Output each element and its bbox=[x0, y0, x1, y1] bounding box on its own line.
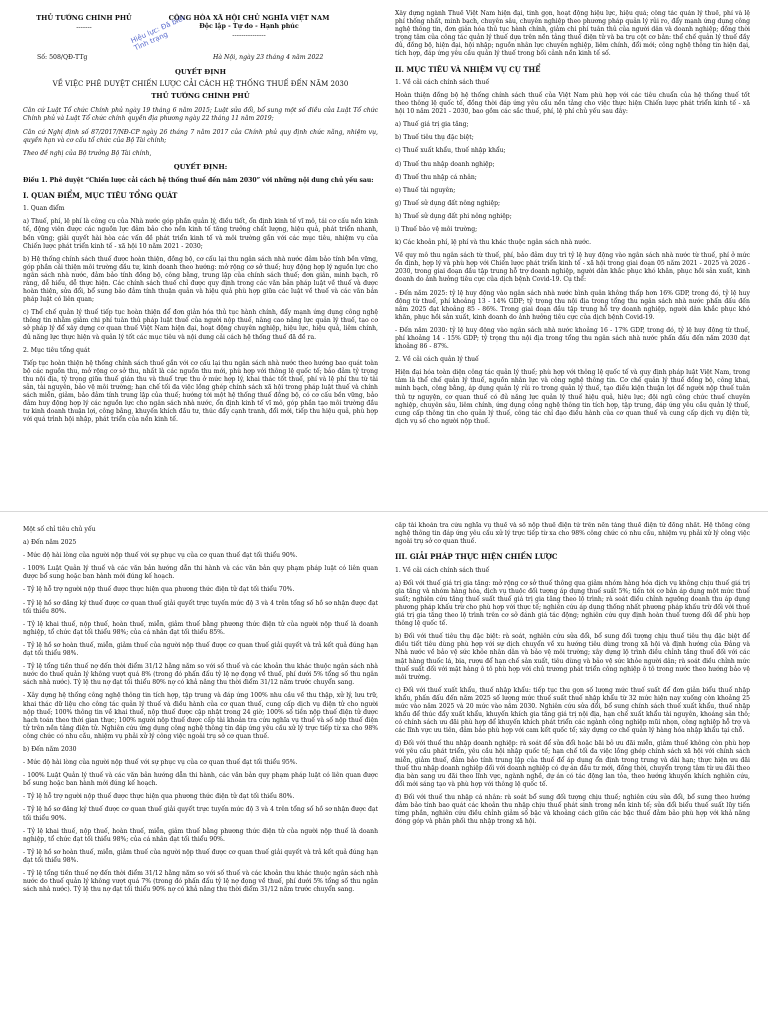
indicator-2025: - Xây dựng hệ thống công nghệ thông tin tích hợp, tập trung và đáp ứng 100% nhu cầu về thu thập, xử lý, lưu trữ, khai thác dữ liệu cho công tác quản lý thuế và điều hành của cơ quan thuế, cung cấp dịch vụ điện tử cho người nộp thuế; 100% thông tin về khai thuế, nộp thuế được cập nhật trong 24 giờ; 100% số tiền nộp thuế điện tử được hạch toán theo thời gian thực; 100% người nộp thuế được cấp tài khoản tra cứu nghĩa vụ thuế và số nộp thuế điện tử trên nền tảng điện tử. Nghiên cứu ứng dụng công nghệ thông tin đáp ứng yêu cầu xử lý trực tiếp từ xa cho 98% công chức có nhu cầu, nhiệm vụ phải xử lý công việc ngoài trụ sở cơ quan thuế. bbox=[23, 692, 378, 740]
decision-subject: VỀ VIỆC PHÊ DUYỆT CHIẾN LƯỢC CẢI CÁCH HỆ THỐNG THUẾ ĐẾN NĂM 2030 bbox=[52, 80, 349, 89]
indicator-2030: - Mức độ hài lòng của người nộp thuế với sự phục vụ của cơ quan thuế đạt tối thiểu 95%. bbox=[23, 759, 298, 767]
page-2-right-column bbox=[395, 522, 750, 1014]
section-2-heading: II. MỤC TIÊU VÀ NHIỆM VỤ CỤ THỂ bbox=[395, 64, 541, 74]
section-1-sub-2: 2. Mục tiêu tổng quát bbox=[23, 346, 90, 354]
tax-item: c) Thuế xuất khẩu, thuế nhập khẩu; bbox=[395, 147, 506, 155]
indicator-2025: - Tỷ lệ hồ sơ hoàn thuế, miễn, giảm thuế của người nộp thuế được cơ quan thuế giải quyết và trả kết quả đúng hạn đạt tối thiểu 98%. bbox=[23, 641, 378, 658]
solution-para: b) Đối với thuế tiêu thụ đặc biệt: rà soát, nghiên cứu sửa đổi, bổ sung đối tượng chịu thuế tiêu thụ đặc biệt để điều tiết tiêu dùng phù hợp với sự dịch chuyển về xu hướng tiêu dùng trong xã hội và định hướng của Đảng và Nhà nước về bảo vệ sức khỏe nhân dân và bảo vệ môi trường; xây dựng lộ trình điều chỉnh tăng thuế đối với các mặt hàng thuốc lá, bia, rượu để hạn chế sản xuất, tiêu dùng và bảo vệ sức khỏe người dân; rà soát điều chỉnh mức thuế suất đối với mặt hàng ô tô phù hợp với chủ trương phát triển công nghiệp ô tô trong nước theo hướng bảo vệ môi trường. bbox=[395, 633, 750, 681]
document-header bbox=[23, 10, 378, 66]
right-bottom-intro: cấp tài khoản tra cứu nghĩa vụ thuế và số nộp thuế điện tử trên nền tảng thuế điện tử đồng nhất. Hệ thống công nghệ thông tin đáp ứng yêu cầu xử lý trực tiếp từ xa cho 98% công chức có nhu cầu, nhiệm vụ phải xử lý công việc ngoài trụ sở cơ quan thuế. bbox=[395, 522, 750, 546]
issuer-title: THỦ TƯỚNG CHÍNH PHỦ bbox=[151, 92, 250, 101]
tax-item: k) Các khoản phí, lệ phí và thu khác thuộc ngân sách nhà nước. bbox=[395, 239, 592, 247]
tax-item: e) Thuế tài nguyên; bbox=[395, 186, 456, 194]
org-divider: ------- bbox=[76, 22, 92, 31]
indicator-2025: - Tỷ lệ tổng tiền thuế nợ đến thời điểm 31/12 hằng năm so với số thuế và các khoản thu khác thuộc ngân sách nhà nước do thuế quản lý không vượt quá 8% (trong đó phấn đấu tỷ lệ nợ đọng về thuế, phí dưới 5% tổng số thu ngân sách nhà nước). Tỷ lệ thu nợ đạt tối thiểu 80% nợ có khả năng thu thời điểm 31/12 năm trước chuyển sang. bbox=[23, 663, 378, 687]
page-2-left-column bbox=[23, 522, 378, 1014]
general-goal: Tiếp tục hoàn thiện hệ thống chính sách thuế gắn với cơ cấu lại thu ngân sách nhà nước theo hướng bao quát toàn bộ các nguồn thu, mở rộng cơ sở thu, nhất là các nguồn thu mới, phù hợp với thông lệ quốc tế; bảo đảm tỷ trọng thu nội địa, tỷ trọng giữa thuế gián thu và thuế trực thu ở mức hợp lý, khai thác tốt thuế, phí và lệ phí thu từ tài sản, tài nguyên, bảo vệ môi trường; hạn chế tối đa việc lồng ghép chính sách xã hội trong pháp luật thuế và chính sách miễn, giảm, bảo đảm tính trung lập của thuế; hướng tới một hệ thống thuế đồng bộ, có cơ cấu bền vững, bảo đảm huy động hợp lý các nguồn lực cho ngân sách nhà nước, ổn định kinh tế vĩ mô, góp phần tạo môi trường đầu tư kinh doanh thuận lợi, công bằng, khuyến khích đầu tư, thúc đẩy cạnh tranh, đổi mới, tiếp thu hiệu quả, phù hợp với quá trình hội nhập, phát triển của nền kinh tế. bbox=[23, 359, 378, 424]
nation-name: CỘNG HÒA XÃ HỘI CHỦ NGHĨA VIỆT NAM bbox=[168, 14, 330, 22]
decision-title: QUYẾT ĐỊNH bbox=[174, 68, 227, 76]
page-1-right-column bbox=[395, 10, 750, 502]
section-2-sub-1: 1. Về cải cách chính sách thuế bbox=[395, 78, 490, 86]
page-1-left-column bbox=[23, 10, 378, 502]
tax-item: a) Thuế giá trị gia tăng; bbox=[395, 121, 469, 129]
indicator-2025: - Tỷ lệ khai thuế, nộp thuế, hoàn thuế, miễn, giảm thuế bằng phương thức điện tử của người nộp thuế là doanh nghiệp, tổ chức đạt tối thiểu 98%; của cá nhân đạt tối thiểu 85%. bbox=[23, 620, 378, 636]
viewpoint-a: a) Thuế, phí, lệ phí là công cụ của Nhà nước góp phần quản lý, điều tiết, ổn định kinh tế vĩ mô, tái cơ cấu nền kinh tế, động viên được các nguồn lực đảm bảo cho nền kinh tế tăng trưởng chất lượng, hiệu quả, phát triển nhanh, bền vững; giải quyết hài hòa các vấn đề phát triển kinh tế và môi trường gắn với các mục tiêu, nhiệm vụ của Chiến lược phát triển kinh tế - xã hội 10 năm 2021 - 2030; bbox=[23, 218, 378, 250]
page-sheet-2 bbox=[0, 512, 768, 1024]
indicators-heading: Một số chỉ tiêu chủ yếu bbox=[23, 526, 96, 533]
indicator-2025: - Mức độ hài lòng của người nộp thuế với sự phục vụ của cơ quan thuế đạt tối thiểu 90%. bbox=[23, 552, 298, 560]
indicator-2030: - Tỷ lệ hồ sơ đăng ký thuế được cơ quan thuế giải quyết trực tuyến mức độ 3 và 4 trên tổng số hồ sơ nhận được đạt tối thiểu 90%. bbox=[23, 806, 378, 822]
indicator-2025: - 100% Luật Quản lý thuế và các văn bản hướng dẫn thi hành và các văn bản quy phạm pháp luật có liên quan được bổ sung hoặc ban hành mới đúng kế hoạch. bbox=[23, 565, 378, 581]
solution-para: c) Đối với thuế xuất khẩu, thuế nhập khẩu: tiếp tục thu gọn số lượng mức thuế suất để đơn giản biểu thuế nhập khẩu, phấn đấu đến năm 2025 số lượng mức thuế suất thuế nhập khẩu từ 32 mức hiện nay xuống còn khoảng 25 mức vào năm 2025 và 20 mức vào năm 2030. Nghiên cứu sửa đổi, bổ sung chính sách thuế xuất khẩu, thuế nhập khẩu để thúc đẩy xuất khẩu, khuyến khích gia tăng giá trị nội địa, hạn chế xuất khẩu tài nguyên, khoáng sản thô; có chính sách ưu đãi phù hợp để khuyến khích phát triển các ngành công nghiệp mũi nhọn, công nghiệp hỗ trợ và các lĩnh vực ưu tiên, đảm bảo phù hợp với cam kết quốc tế; xây dựng cơ chế quản lý hàng hóa nhập khẩu tại chỗ. bbox=[395, 686, 750, 735]
section-1-sub-1: 1. Quan điểm bbox=[23, 205, 65, 213]
solution-para: đ) Đối với thuế thu nhập cá nhân: rà soát bổ sung đối tượng chịu thuế; nghiên cứu sửa đổi, bổ sung theo hướng đảm bảo tính bao quát các khoản thu nhập chịu thuế phát sinh trong nền kinh tế; sửa đổi biểu thuế suất lũy tiến từng phần, nghiên cứu điều chỉnh giảm số bậc và khoảng cách giữa các bậc thuế đảm bảo phù hợp với khả năng đóng góp và phân phối thu nhập trong xã hội. bbox=[395, 793, 750, 826]
section-2-sub-2: 2. Về cải cách quản lý thuế bbox=[395, 356, 479, 364]
tax-item: b) Thuế tiêu thụ đặc biệt; bbox=[395, 134, 474, 142]
solution-para: a) Đối với thuế giá trị gia tăng: mở rộng cơ sở thuế thông qua giảm nhóm hàng hóa dịch vụ không chịu thuế giá trị gia tăng và nhóm hàng hóa, dịch vụ thuộc đối tượng áp dụng thuế suất 5%; tiến tới cơ bản áp dụng một mức thuế suất; nghiên cứu tăng thuế suất thuế giá trị gia tăng theo lộ trình; rà soát điều chỉnh ngưỡng doanh thu áp dụng phương pháp khấu trừ cho phù hợp với thực tế; nghiên cứu áp dụng thống nhất phương pháp khấu trừ đối với thuế giá trị gia tăng theo lộ trình trên cơ sở đánh giá tác động; nghiên cứu quy định hoàn thuế tương đối để phù hợp thông lệ quốc tế. bbox=[395, 579, 750, 628]
tax-item: i) Thuế bảo vệ môi trường; bbox=[395, 225, 478, 233]
tax-item: g) Thuế sử dụng đất nông nghiệp; bbox=[395, 199, 501, 207]
org-name: THỦ TƯỚNG CHÍNH PHỦ bbox=[36, 14, 132, 22]
tax-item: d) Thuế thu nhập doanh nghiệp; bbox=[395, 160, 495, 168]
solution-para: d) Đối với thuế thu nhập doanh nghiệp: rà soát để sửa đổi hoặc bãi bỏ ưu đãi miễn, giảm thuế không còn phù hợp với yêu cầu phát triển, yêu cầu hội nhập quốc tế; hạn chế tối đa việc lồng ghép chính sách xã hội với chính sách miễn, giảm thuế, đảm bảo tính trung lập của thuế để áp dụng ổn định trong trung và dài hạn; thực hiện ưu đãi thuế thu nhập doanh nghiệp đối với doanh nghiệp có dự án đầu tư mới, đồng thời, chuyển trọng tâm từ ưu đãi theo địa bàn sang ưu đãi theo lĩnh vực, ngành nghề, dự án có tác động lan tỏa, theo hướng khuyến khích nghiên cứu, đổi mới sáng tạo và phù hợp với thông lệ quốc tế. bbox=[395, 740, 750, 788]
indicator-2025: - Tỷ lệ hỗ trợ người nộp thuế được thực hiện qua phương thức điện tử đạt tối thiểu 70%. bbox=[23, 586, 295, 594]
section-1-heading: I. QUAN ĐIỂM, MỤC TIÊU TỔNG QUÁT bbox=[23, 190, 178, 200]
indicator-2030: - 100% Luật Quản lý thuế và các văn bản hướng dẫn thi hành, các văn bản quy phạm pháp luật có liên quan được bổ sung hoặc ban hành mới đúng kế hoạch. bbox=[23, 772, 378, 788]
decide-heading: QUYẾT ĐỊNH: bbox=[173, 162, 228, 171]
place-date: Hà Nội, ngày 23 tháng 4 năm 2022 bbox=[213, 54, 324, 61]
document-number: Số: 508/QĐ-TTg bbox=[37, 54, 88, 61]
target-2030: - Đến năm 2030: tỷ lệ huy động vào ngân sách nhà nước khoảng 16 - 17% GDP, trong đó, tỷ lệ huy động từ thuế, phí khoảng 14 - 15% GDP; tỷ trọng thu nội địa trong tổng thu ngân sách nhà nước phấn đấu đến năm 2030 đạt khoảng 86 - 87%. bbox=[395, 326, 750, 351]
article-1: Điều 1. Phê duyệt “Chiến lược cải cách hệ thống thuế đến năm 2030” với những nội dung chủ yếu sau: bbox=[23, 176, 374, 184]
indicator-2030: - Tỷ lệ hỗ trợ người nộp thuế được thực hiện qua phương thức điện tử đạt tối thiểu 80%. bbox=[23, 793, 295, 801]
nation-motto: Độc lập - Tự do - Hạnh phúc bbox=[199, 22, 299, 30]
issuing-organization bbox=[29, 14, 139, 32]
indicators-2030-label: b) Đến năm 2030 bbox=[23, 745, 77, 753]
nation-divider: --------------- bbox=[232, 31, 266, 40]
indicator-2025: - Tỷ lệ hồ sơ đăng ký thuế được cơ quan thuế giải quyết trực tuyến mức độ 3 và 4 trên tổng số hồ sơ nhận được đạt tối thiểu 80%. bbox=[23, 599, 378, 615]
tax-item: h) Thuế sử dụng đất phi nông nghiệp; bbox=[395, 212, 512, 220]
preamble-2: Căn cứ Nghị định số 87/2017/NĐ-CP ngày 26 tháng 7 năm 2017 của Chính phủ quy định chức năng, nhiệm vụ, quyền hạn và cơ cấu tổ chức của Bộ Tài chính; bbox=[23, 128, 378, 144]
right-top-intro: Xây dựng ngành Thuế Việt Nam hiện đại, tinh gọn, hoạt động hiệu lực, hiệu quả; công tác quản lý thuế, phí và lệ phí thống nhất, minh bạch, chuyên sâu, chuyên nghiệp theo phương pháp quản lý rủi ro, đẩy mạnh ứng dụng công nghệ thông tin, đơn giản hóa thủ tục hành chính, giảm chi phí tuân thủ của người dân và doanh nghiệp; đồng thời trọng tâm của công tác quản lý thuế dựa trên nền tảng thuế điện tử và ba trụ cột cơ bản: thể chế quản lý thuế đầy đủ, đồng bộ, hiện đại, hội nhập; nguồn nhân lực chuyên nghiệp, liêm chính, đổi mới; công nghệ thông tin hiện đại, tích hợp, đáp ứng yêu cầu quản lý thuế trong bối cảnh nền kinh tế số. bbox=[395, 10, 750, 58]
preamble-3: Theo đề nghị của Bộ trưởng Bộ Tài chính, bbox=[23, 149, 152, 157]
viewpoint-b: b) Hệ thống chính sách thuế được hoàn thiện, đồng bộ, cơ cấu lại thu ngân sách nhà nước đảm bảo tính bền vững, góp phần cải thiện môi trường đầu tư, kinh doanh theo hướng: mở rộng cơ sở thuế; huy động hợp lý nguồn lực cho ngân sách nhà nước, đảm bảo tính đồng bộ, công bằng, trung lập của chính sách thuế; đơn giản, minh bạch, rõ ràng, dễ hiểu, dễ thực hiện. Các chính sách thuế chỉ được quy định trong các văn bản pháp luật về thuế và được hoàn thiện, sửa đổi, bổ sung bảo đảm tính thuận quản và hiệu quả phù hợp giữa các luật về thuế và các văn bản pháp luật có liên quan; bbox=[23, 255, 378, 304]
tax-admin-para: Hiện đại hóa toàn diện công tác quản lý thuế; phù hợp với thông lệ quốc tế và quy định pháp luật Việt Nam, trong tâm là thể chế quản lý thuế, nguồn nhân lực và công nghệ thông tin. Cơ chế quản lý thuế đồng bộ, công khai, minh bạch, công bằng, áp dụng quản lý rủi ro trong quản lý thuế, tạo điều kiện thuận lợi để người nộp thuế tuân thủ tự nguyện, cơ quan thuế có đủ năng lực quản lý thuế hiệu quả, hiệu lực; đội ngũ công chức thuế chuyên nghiệp, chuyên sâu, liêm chính, ứng dụng công nghệ thông tin tích hợp, tập trung, đáp ứng yêu cầu quản lý thuế, cung cấp thông tin cho quản lý thuế, công tác chỉ đạo điều hành của cơ quan thuế và cung cấp dịch vụ điện tử, dịch vụ số cho người nộp thuế. bbox=[395, 369, 750, 425]
validity-stamp: Hiệu lực: Đã biết Tình trạng bbox=[129, 14, 187, 53]
indicator-2030: - Tỷ lệ khai thuế, nộp thuế, hoàn thuế, miễn, giảm thuế bằng phương thức điện tử của người nộp thuế là doanh nghiệp, tổ chức đạt tối thiểu 98%; của cá nhân đạt tối thiểu 90%. bbox=[23, 827, 378, 843]
indicators-2025-label: a) Đến năm 2025 bbox=[23, 539, 77, 547]
tax-policy-para: Hoàn thiện đồng bộ hệ thống chính sách thuế của Việt Nam phù hợp với các tiêu chuẩn của hệ thống thuế tốt theo thông lệ quốc tế, đồng thời đáp ứng yêu cầu nền tảng cho việc thực hiện Chiến lược phát triển kinh tế - xã hội 10 năm 2021 - 2030, bao gồm các sắc thuế, phí, lệ phí chủ yếu sau đây: bbox=[395, 91, 750, 116]
indicator-2030: - Tỷ lệ hồ sơ hoàn thuế, miễn, giảm thuế của người nộp thuế được cơ quan thuế giải quyết và trả kết quả đúng hạn đạt tối thiểu 98%. bbox=[23, 848, 378, 864]
preamble-1: Căn cứ Luật Tổ chức Chính phủ ngày 19 tháng 6 năm 2015; Luật sửa đổi, bổ sung một số điều của Luật Tổ chức Chính phủ và Luật Tổ chức chính quyền địa phương ngày 22 tháng 11 năm 2019; bbox=[23, 107, 378, 123]
revenue-target-para: Về quy mô thu ngân sách từ thuế, phí, bảo đảm duy trì tỷ lệ huy động vào ngân sách nhà nước từ thuế, phí ở mức ổn định, hợp lý và phù hợp với Chiến lược phát triển kinh tế - xã hội trong giai đoạn 05 năm 2021 - 2025 và 2026 - 2030, trong giai đoạn đầu tập trung hỗ trợ doanh nghiệp, người dân khắc phục khó khăn, phục hồi sản xuất, kinh doanh do ảnh hưởng tiêu cực của dịch bệnh Covid-19. Cụ thể: bbox=[395, 252, 750, 284]
target-2025: - Đến năm 2025: tỷ lệ huy động vào ngân sách nhà nước bình quân không thấp hơn 16% GDP, trong đó, tỷ lệ huy động từ thuế, phí khoảng 13 - 14% GDP; tỷ trọng thu nội địa trong tổng thu ngân sách nhà nước phấn đấu đến năm 2025 đạt khoảng 85 - 86%. Trong giai đoạn đầu tập trung hỗ trợ doanh nghiệp, người dân khắc phục khó khăn, phục hồi sản xuất, kinh doanh do ảnh hưởng tiêu cực của dịch bệnh Covid-19. bbox=[395, 289, 750, 321]
section-3-heading: III. GIẢI PHÁP THỰC HIỆN CHIẾN LƯỢC bbox=[395, 552, 558, 562]
tax-item: đ) Thuế thu nhập cá nhân; bbox=[395, 173, 477, 181]
indicator-2030: - Tỷ lệ tổng tiền thuế nợ đến thời điểm 31/12 hằng năm so với số thuế và các khoản thu khác thuộc ngân sách nhà nước do thuế quản lý không vượt quá 7% (trong đó phấn đấu tỷ lệ nợ đọng về thuế, phí dưới 5% tổng số thu ngân sách nhà nước). Tỷ lệ thu nợ đạt tối thiểu 90% nợ có khả năng thu thời điểm 31/12 năm trước chuyển sang. bbox=[23, 870, 378, 894]
viewpoint-c: c) Thể chế quản lý thuế tiếp tục hoàn thiện để đơn giản hóa thủ tục hành chính, đẩy mạnh ứng dụng công nghệ thông tin nhằm giảm chi phí tuân thủ pháp luật thuế của người nộp thuế, nâng cao năng lực quản lý thuế, tạo cơ sở pháp lý để xây dựng cơ quan thuế Việt Nam hiện đại, hoạt động chuyên nghiệp, hiệu lực, hiệu quả, liêm chính, đủ năng lực thực hiện và quản lý tốt các mục tiêu và nội dung cải cách hệ thống thuế đã đề ra. bbox=[23, 309, 378, 341]
section-3-sub-1: 1. Về cải cách chính sách thuế bbox=[395, 566, 490, 574]
